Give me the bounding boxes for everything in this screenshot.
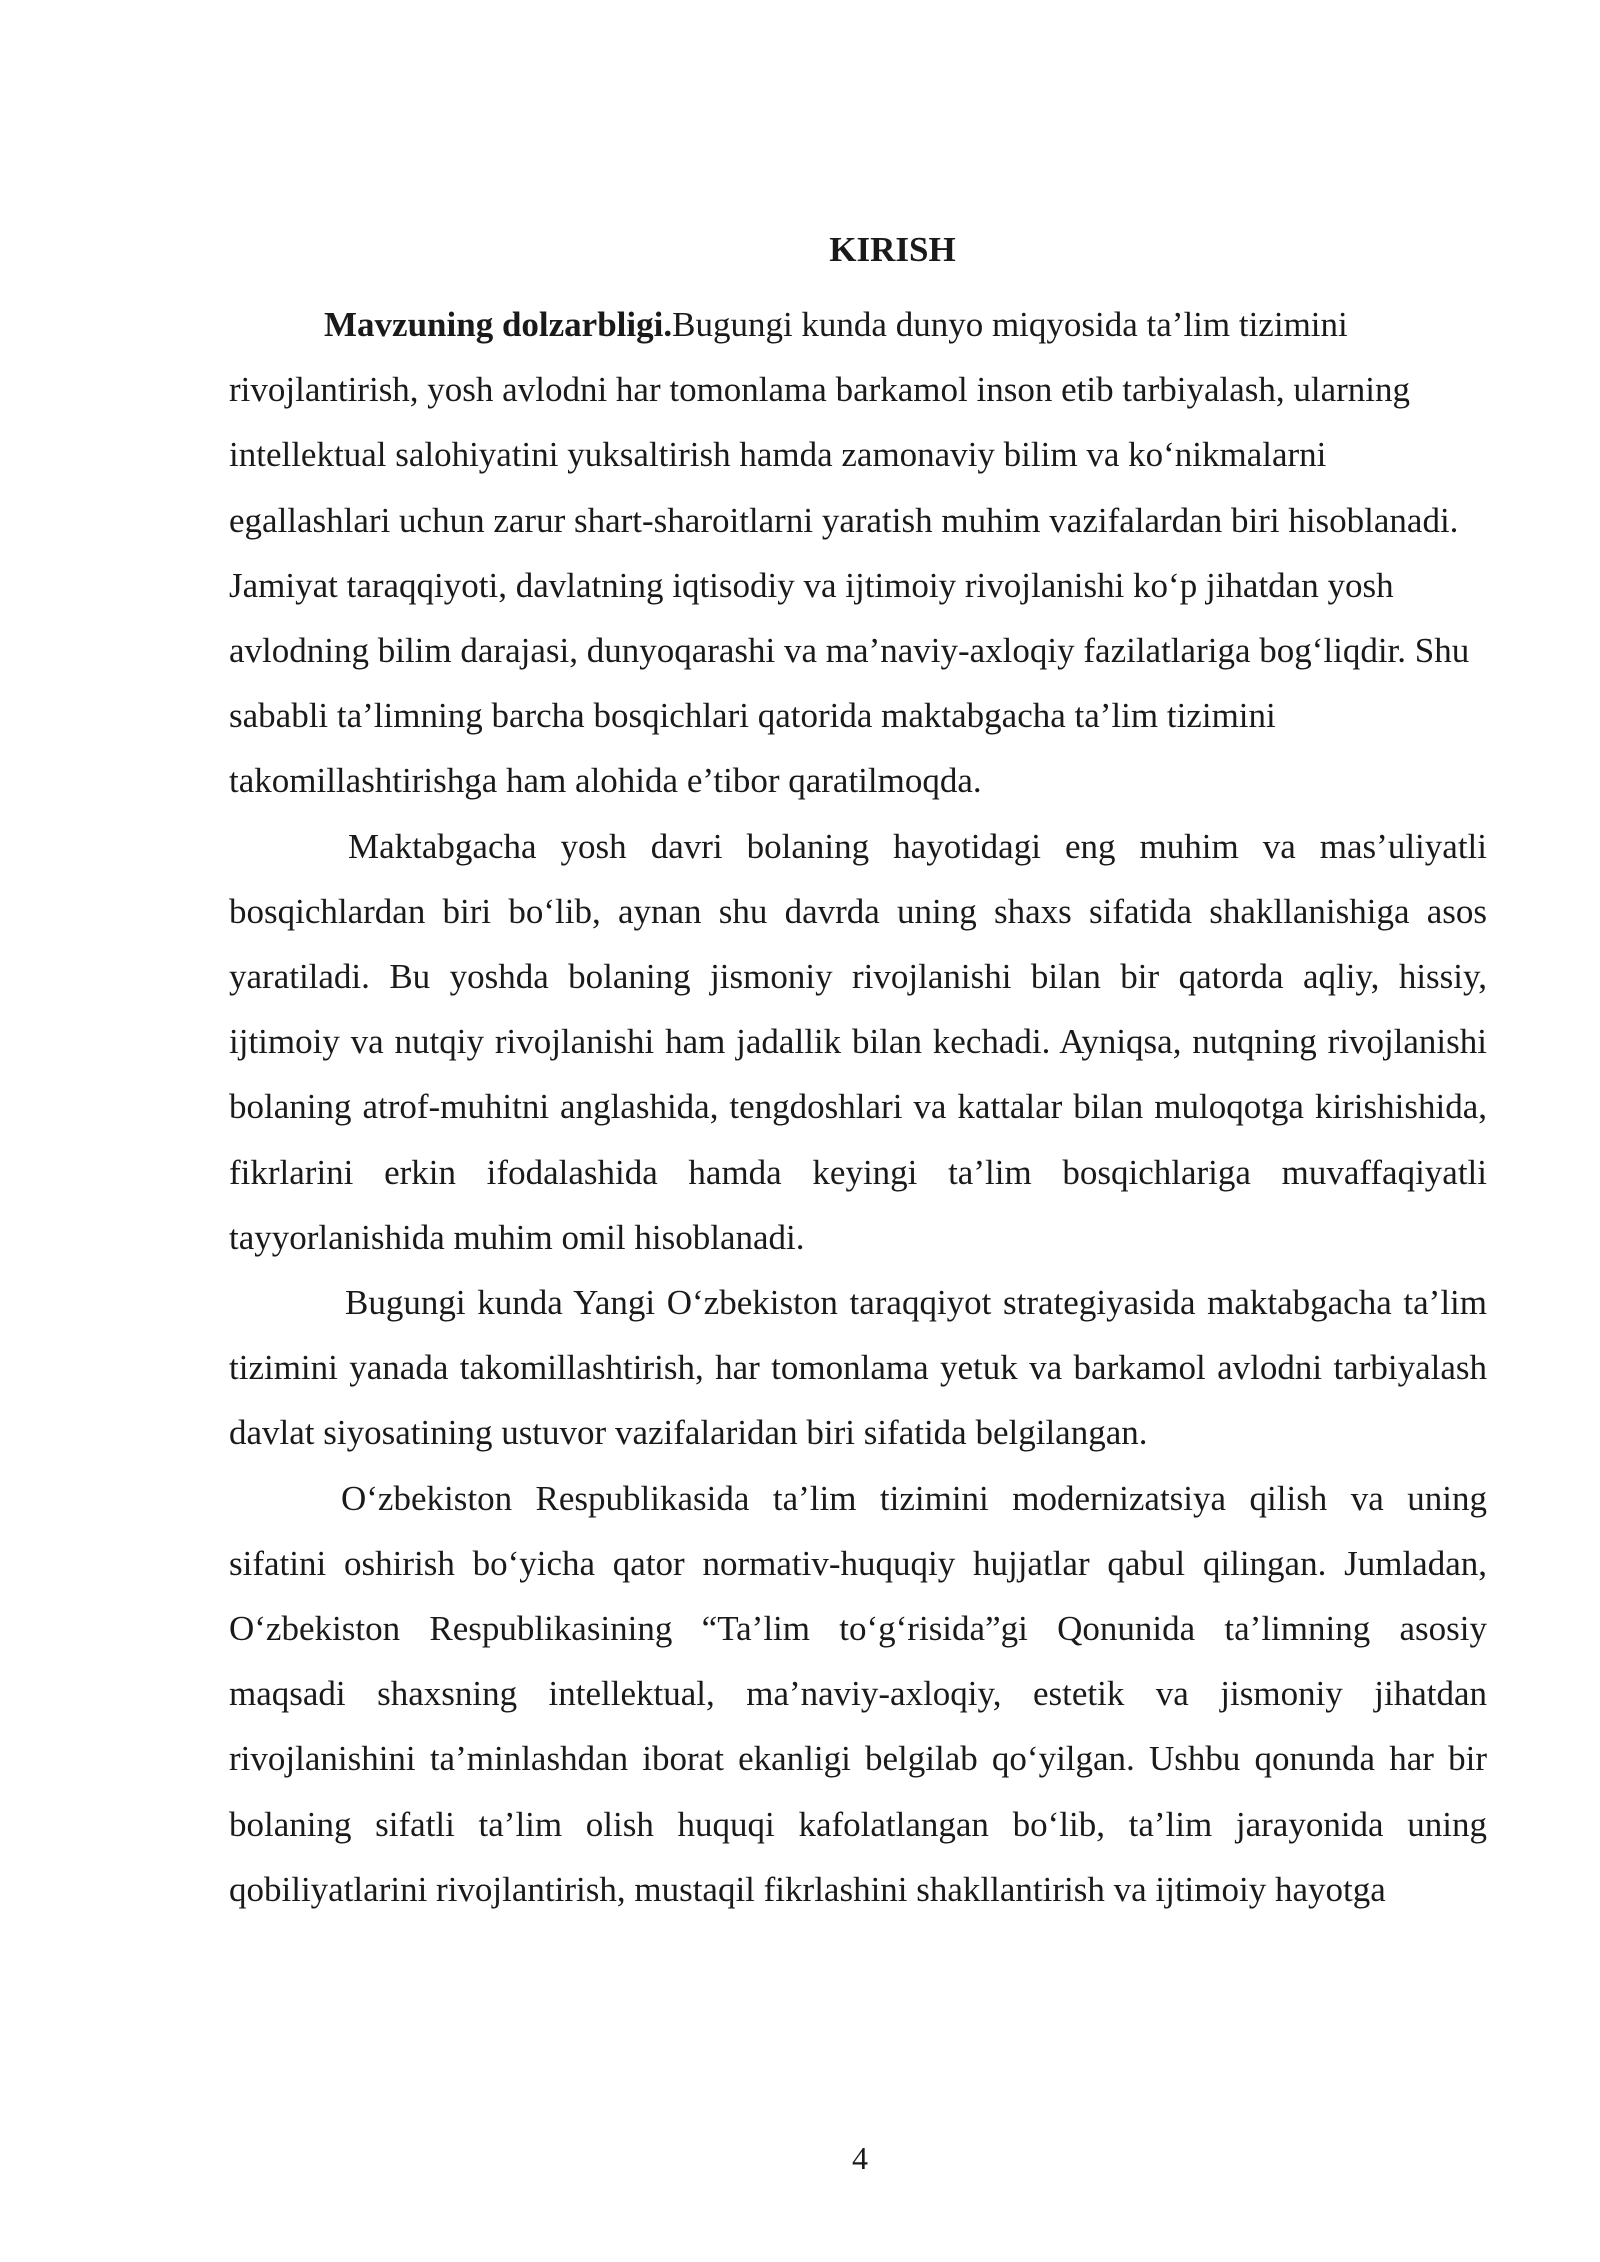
paragraph-development-strategy: Bugungi kunda Yangi O‘zbekiston taraqqiyot strategiyasida maktabgacha ta’lim tizimini yanada takomillashtirish, har tomonlama yetuk va barkamol avlodni tarbiyalash davlat siyosatining ustuvor vazifalaridan biri sifatida belgilangan.: [229, 1283, 1487, 1453]
relevance-lead: Mavzuning dolzarbligi.: [324, 305, 673, 344]
body-text: [229, 292, 1487, 1922]
paragraph-preschool-age: Maktabgacha yosh davri bolaning hayotidagi eng muhim va mas’uliyatli bosqichlardan biri bo‘lib, aynan shu davrda uning shaxs sifatida shakllanishiga asos yaratiladi. Bu yoshda bolaning jismoniy rivojlanishi bilan bir qatorda aqliy, hissiy, ijtimoiy va nutqiy rivojlanishi ham jadallik bilan kechadi. Ayniqsa, nutqning rivojlanishi bolaning atrof-muhitni anglashida, tengdoshlari va kattalar bilan muloqotga kirishishida, fikrlarini erkin ifodalashida hamda keyingi ta’lim bosqichlariga muvaffaqiyatli tayyorlanishida muhim omil hisoblanadi.: [229, 826, 1487, 1257]
section-heading: KIRISH: [829, 230, 956, 269]
paragraph-relevance: [229, 292, 1487, 814]
page-number: 4: [852, 2140, 868, 2176]
paragraph-education-law: O‘zbekiston Respublikasida ta’lim tizimini modernizatsiya qilish va uning sifatini oshirish bo‘yicha qator normativ-huquqiy hujjatlar qabul qilingan. Jumladan, O‘zbekiston Respublikasining “Ta’lim to‘g‘risida”gi Qonunida ta’limning asosiy maqsadi shaxsning intellektual, ma’naviy-axloqiy, estetik va jismoniy jihatdan rivojlanishini ta’minlashdan iborat ekanligi belgilab qo‘yilgan. Ushbu qonunda har bir bolaning sifatli ta’lim olish huquqi kafolatlangan bo‘lib, ta’lim jarayonida uning qobiliyatlarini rivojlantirish, mustaqil fikrlashini shakllantirish va ijtimoiy hayotga: [229, 1478, 1487, 1909]
relevance-text: Bugungi kunda dunyo miqyosida ta’lim tizimini rivojlantirish, yosh avlodni har tomonlama barkamol inson etib tarbiyalash, ularning intellektual salohiyatini yuksaltirish hamda zamonaviy bilim va ko‘nikmalarni egallashlari uchun zarur shart-sharoitlarni yaratish muhim vazifalardan biri hisoblanadi. Jamiyat taraqqiyoti, davlatning iqtisodiy va ijtimoiy rivojlanishi ko‘p jihatdan yosh avlodning bilim darajasi, dunyoqarashi va ma’naviy-axloqiy fazilatlariga bog‘liqdir. Shu sababli ta’limning barcha bosqichlari qatorida maktabgacha ta’lim tizimini takomillashtirishga ham alohida e’tibor qaratilmoqda.: [229, 305, 1470, 801]
